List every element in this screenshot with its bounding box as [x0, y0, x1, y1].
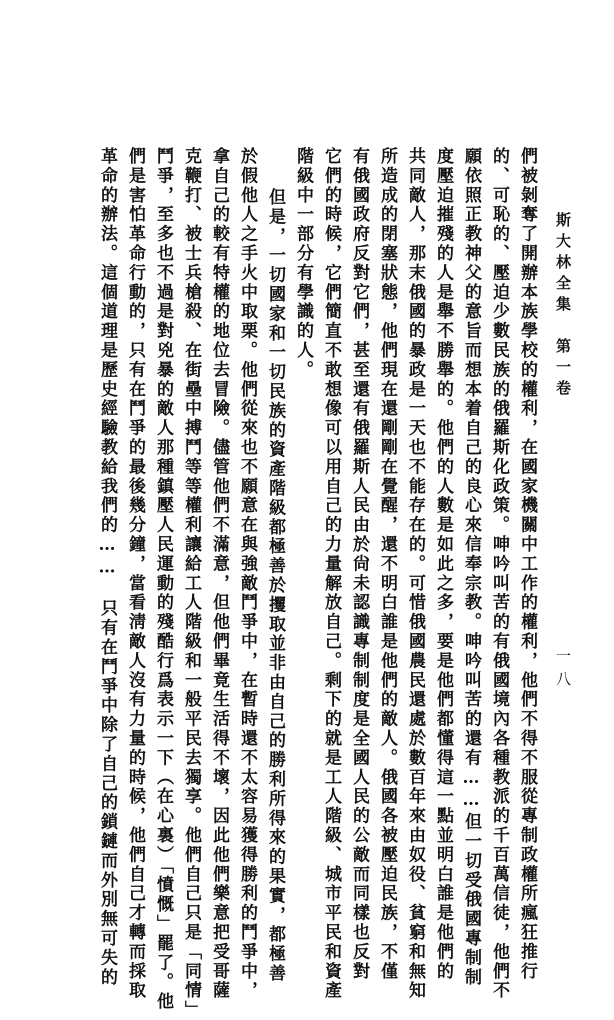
page-number: 一八 [554, 648, 572, 694]
text-column: 所造成的閉塞狀態，他們現在還剛剛在覺醒，還不明白誰是他們的敵人。俄國各被壓迫民族，不僅 [377, 147, 397, 982]
text-column: 們被剝奪了開辦本族學校的權利，在國家機關中工作的權利，他們不得不服從專制政權所瘋狂推行 [517, 147, 537, 982]
text-column: 有俄國政府反對它們，甚至還有俄羅斯人民由於尙未認識專制制度是全國人民的公敵而同樣也反對 [349, 147, 369, 982]
running-header: 斯大林全集 第一卷 [554, 212, 572, 401]
text-column: 階級中一部分有學識的人。 [293, 147, 313, 380]
text-column: 於假他人之手火中取栗。他們從來也不願意在與強敵鬥爭中，在暫時還不太容易獲得勝利的鬥爭中， [237, 147, 257, 1001]
text-column: 它們的時候，它們簡直不敢想像可以用自己的力量解放自己。剩下的就是工人階級、城市平民和資產 [321, 147, 341, 1001]
text-column: 克鞭打、被士兵槍殺、在街壘中搏鬥等等權利讓給工人階級和一般平民去獨享。他們自己只是「同情」 [181, 147, 201, 1020]
text-column: 革命的辦法。這個道理是歷史經驗教給我們的…… 只有在鬥爭中除了自己的鎖鏈而外別無可失的 [97, 147, 117, 988]
text-column: 共同敵人，那末俄國的暴政是一天也不能存在的。可惜俄國農民還處於數百年來由奴役、貧窮和無知 [405, 147, 425, 1001]
paragraph-start-column: 但是，一切國家和一切民族的資產階級都極善於攫取並非由自己的勝利所得來的果實，都極善 [265, 188, 285, 984]
text-column: 願依照正教神父的意旨而想本着自己的良心來信奉宗教。呻吟叫苦的還有……但一切受俄國專制制 [461, 147, 481, 988]
text-column: 拿自己的較有特權的地位去冒險。儘管他們不滿意，但他們畢竟生活得不壞，因此他們樂意把受哥薩 [209, 147, 229, 1001]
text-column: 們是害怕革命行動的，只有在鬥爭的最後幾分鐘，當看淸敵人沒有力量的時候，他們自己才轉而採取 [125, 147, 145, 1001]
text-column: 度壓迫摧殘的人是舉不勝舉的。他們的人數是如此之多，要是他們都懂得這一點並明白誰是他們的 [433, 147, 453, 982]
text-column: 的、可恥的、壓迫少數民族的俄羅斯化政策。呻吟叫苦的有俄國境內各種教派的千百萬信徒，他們不 [489, 147, 509, 1001]
text-column: 鬥爭，至多也不過是對兇暴的敵人那種鎮壓人民運動的殘酷行爲表示一下（在心裏）「憤慨」罷了。他 [153, 147, 173, 1012]
